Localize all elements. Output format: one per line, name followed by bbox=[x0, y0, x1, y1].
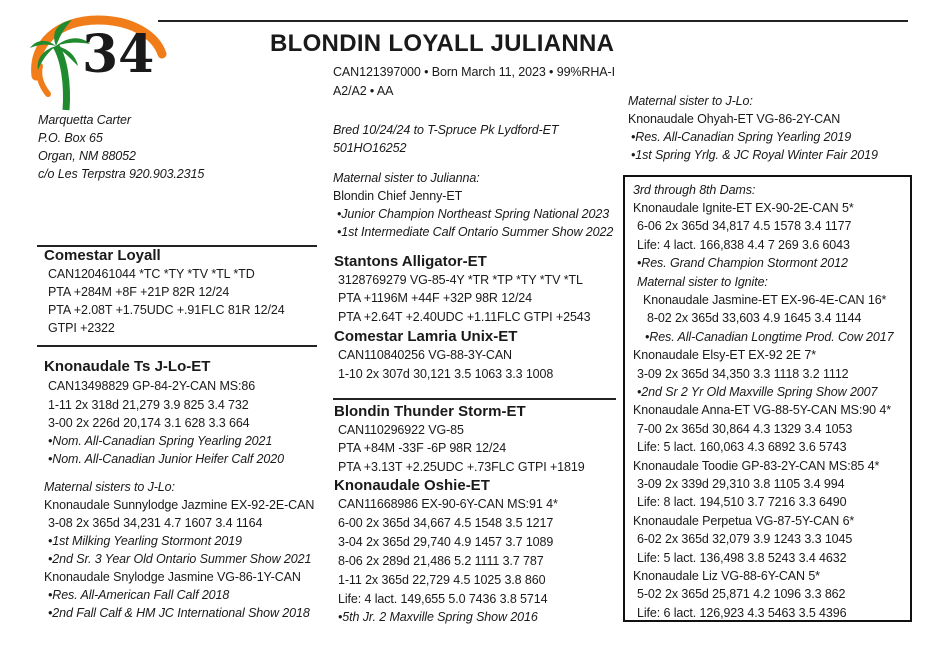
dam-entry-name: Knonaudale Elsy-ET EX-92 2E 7* bbox=[633, 348, 816, 363]
lot-number: 34 bbox=[82, 24, 155, 85]
granddam-award: •5th Jr. 2 Maxville Spring Show 2016 bbox=[338, 610, 538, 624]
jlo-sister-name: Knonaudale Sunnylodge Jazmine EX-92-2E-CAN bbox=[44, 498, 315, 512]
page-title: BLONDIN LOYALL JULIANNA bbox=[270, 30, 615, 57]
dam-entry-record: 5-02 2x 365d 25,871 4.2 1096 3.3 862 bbox=[637, 587, 846, 602]
sire-line: CAN120461044 *TC *TY *TV *TL *TD bbox=[48, 267, 255, 281]
sire-line: PTA +2.08T +1.75UDC +.91FLC 81R 12/24 bbox=[48, 303, 285, 317]
dam-entry-record: Life: 5 lact. 160,063 4.3 6892 3.6 5743 bbox=[637, 440, 847, 455]
thunder-rule bbox=[333, 398, 616, 400]
pedigree-dam-line: CAN110840256 VG-88-3Y-CAN bbox=[338, 348, 512, 362]
sire-name: Comestar Loyall bbox=[44, 247, 161, 264]
breeding-line1: Bred 10/24/24 to T-Spruce Pk Lydford-ET bbox=[333, 123, 559, 137]
consignor-address2: Organ, NM 88052 bbox=[38, 149, 136, 163]
title-rule bbox=[158, 20, 908, 22]
julianna-sister-heading: Maternal sister to Julianna: bbox=[333, 171, 480, 185]
granddam-line: Life: 4 lact. 149,655 5.0 7436 3.8 5714 bbox=[338, 592, 548, 606]
jlo-sisters-heading: Maternal sisters to J-Lo: bbox=[44, 480, 175, 494]
jlo-sister-award: •2nd Fall Calf & HM JC International Show 2018 bbox=[48, 606, 310, 620]
dam-entry-record: 7-00 2x 365d 30,864 4.3 1329 3.4 1053 bbox=[637, 421, 853, 436]
dam-name: Knonaudale Ts J-Lo-ET bbox=[44, 358, 211, 375]
dam-entry-record: 6-02 2x 365d 32,079 3.9 1243 3.3 1045 bbox=[637, 532, 853, 547]
granddam-line: 1-11 2x 365d 22,729 4.5 1025 3.8 860 bbox=[338, 573, 546, 587]
logo bbox=[28, 14, 168, 114]
pedigree-sire-line: 3128769279 VG-85-4Y *TR *TP *TY *TV *TL bbox=[338, 273, 583, 287]
jlo-sister-award: •Res. All-Canadian Spring Yearling 2019 bbox=[631, 130, 852, 144]
jlo-sister-name: Knonaudale Snylodge Jasmine VG-86-1Y-CAN bbox=[44, 570, 301, 584]
jlo-sister-award: •1st Spring Yrlg. & JC Royal Winter Fair 2019 bbox=[631, 148, 878, 162]
julianna-sister-award: •Junior Champion Northeast Spring National 2023 bbox=[337, 207, 610, 221]
dam-line: 3-00 2x 226d 20,174 3.1 628 3.3 664 bbox=[48, 416, 250, 430]
dam-entry-record: 6-06 2x 365d 34,817 4.5 1578 3.4 1177 bbox=[637, 219, 852, 234]
sire-line: GTPI +2322 bbox=[48, 321, 115, 335]
dam-entry-record: Life: 5 lact. 136,498 3.8 5243 3.4 4632 bbox=[637, 550, 847, 565]
consignor-name: Marquetta Carter bbox=[38, 113, 131, 127]
dam-entry-note: •Res. Grand Champion Stormont 2012 bbox=[637, 256, 848, 271]
jlo-sister-heading: Maternal sister to J-Lo: bbox=[628, 94, 753, 108]
dam-entry-note: Maternal sister to Ignite: bbox=[637, 274, 768, 289]
breeding-line2: 501HO16252 bbox=[333, 141, 407, 155]
jlo-sister-award: •Res. All-American Fall Calf 2018 bbox=[48, 588, 230, 602]
jlo-sister-award: •1st Milking Yearling Stormont 2019 bbox=[48, 534, 242, 548]
pedigree-sire-line: CAN110296922 VG-85 bbox=[338, 423, 464, 437]
dam-entry-record: 3-09 2x 339d 29,310 3.8 1105 3.4 994 bbox=[637, 477, 845, 491]
granddam-line: 3-04 2x 365d 29,740 4.9 1457 3.7 1089 bbox=[338, 535, 554, 549]
dam-award: •Nom. All-Canadian Spring Yearling 2021 bbox=[48, 434, 273, 448]
jlo-sister-award: •2nd Sr. 3 Year Old Ontario Summer Show 2021 bbox=[48, 552, 312, 566]
sire-line: PTA +284M +8F +21P 82R 12/24 bbox=[48, 285, 230, 299]
granddam-line: CAN11668986 EX-90-6Y-CAN MS:91 4* bbox=[338, 497, 558, 511]
dam-entry-name: Knonaudale Anna-ET VG-88-5Y-CAN MS:90 4* bbox=[633, 403, 891, 418]
pedigree-sire-line: PTA +3.13T +2.25UDC +.73FLC GTPI +1819 bbox=[338, 460, 585, 474]
dam-line: 1-11 2x 318d 21,279 3.9 825 3.4 732 bbox=[48, 398, 249, 412]
dam-award: •Nom. All-Canadian Junior Heifer Calf 2020 bbox=[48, 452, 284, 466]
jlo-sister-name: Knonaudale Ohyah-ET VG-86-2Y-CAN bbox=[628, 112, 841, 126]
granddam-line: 8-06 2x 289d 21,486 5.2 1111 3.7 787 bbox=[338, 554, 544, 568]
jlo-sister-record: 3-08 2x 365d 34,231 4.7 1607 3.4 1164 bbox=[48, 516, 263, 530]
pedigree-sire-line: PTA +2.64T +2.40UDC +1.11FLC GTPI +2543 bbox=[338, 310, 591, 324]
dam-entry-record: Life: 6 lact. 126,923 4.3 5463 3.5 4396 bbox=[637, 605, 847, 620]
dam-entry-note: •2nd Sr 2 Yr Old Maxville Spring Show 2007 bbox=[637, 385, 878, 399]
dam-entry-record: Life: 8 lact. 194,510 3.7 7216 3.3 6490 bbox=[637, 495, 847, 510]
julianna-sister-award: •1st Intermediate Calf Ontario Summer Show 2022 bbox=[337, 225, 614, 239]
dam-entry-name: Knonaudale Ignite-ET EX-90-2E-CAN 5* bbox=[633, 201, 854, 215]
granddam-name: Knonaudale Oshie-ET bbox=[334, 477, 490, 494]
dams-box-heading: 3rd through 8th Dams: bbox=[633, 183, 756, 197]
dam-entry-name: Knonaudale Liz VG-88-6Y-CAN 5* bbox=[633, 569, 820, 583]
pedigree-dam-name: Comestar Lamria Unix-ET bbox=[334, 328, 518, 345]
pedigree-sire-line: PTA +84M -33F -6P 98R 12/24 bbox=[338, 441, 507, 455]
dam-rule bbox=[37, 345, 317, 347]
dam-entry-record: 8-02 2x 365d 33,603 4.9 1645 3.4 1144 bbox=[647, 311, 862, 326]
pedigree-sire-name: Blondin Thunder Storm-ET bbox=[334, 403, 526, 420]
dam-line: CAN13498829 GP-84-2Y-CAN MS:86 bbox=[48, 379, 256, 393]
consignor-address1: P.O. Box 65 bbox=[38, 131, 103, 145]
dam-entry-record: 3-09 2x 365d 34,350 3.3 1118 3.2 1112 bbox=[637, 366, 849, 381]
pedigree-sire-line: PTA +1196M +44F +32P 98R 12/24 bbox=[338, 291, 533, 305]
granddam-line: 6-00 2x 365d 34,667 4.5 1548 3.5 1217 bbox=[338, 516, 554, 530]
julianna-sister-name: Blondin Chief Jenny-ET bbox=[333, 189, 463, 203]
dam-entry-name: Knonaudale Jasmine-ET EX-96-4E-CAN 16* bbox=[643, 293, 887, 307]
reg-line: CAN121397000 • Born March 11, 2023 • 99%RHA-I bbox=[333, 65, 615, 79]
dam-entry-note: •Res. All-Canadian Longtime Prod. Cow 2017 bbox=[645, 329, 894, 344]
genetics-line: A2/A2 • AA bbox=[333, 84, 394, 98]
dam-entry-name: Knonaudale Perpetua VG-87-5Y-CAN 6* bbox=[633, 513, 855, 528]
consignor-contact: c/o Les Terpstra 920.903.2315 bbox=[38, 167, 205, 181]
pedigree-sire-name: Stantons Alligator-ET bbox=[334, 253, 487, 270]
dam-entry-name: Knonaudale Toodie GP-83-2Y-CAN MS:85 4* bbox=[633, 458, 880, 473]
pedigree-dam-line: 1-10 2x 307d 30,121 3.5 1063 3.3 1008 bbox=[338, 367, 554, 381]
dam-entry-record: Life: 4 lact. 166,838 4.4 7 269 3.6 6043 bbox=[637, 237, 850, 252]
